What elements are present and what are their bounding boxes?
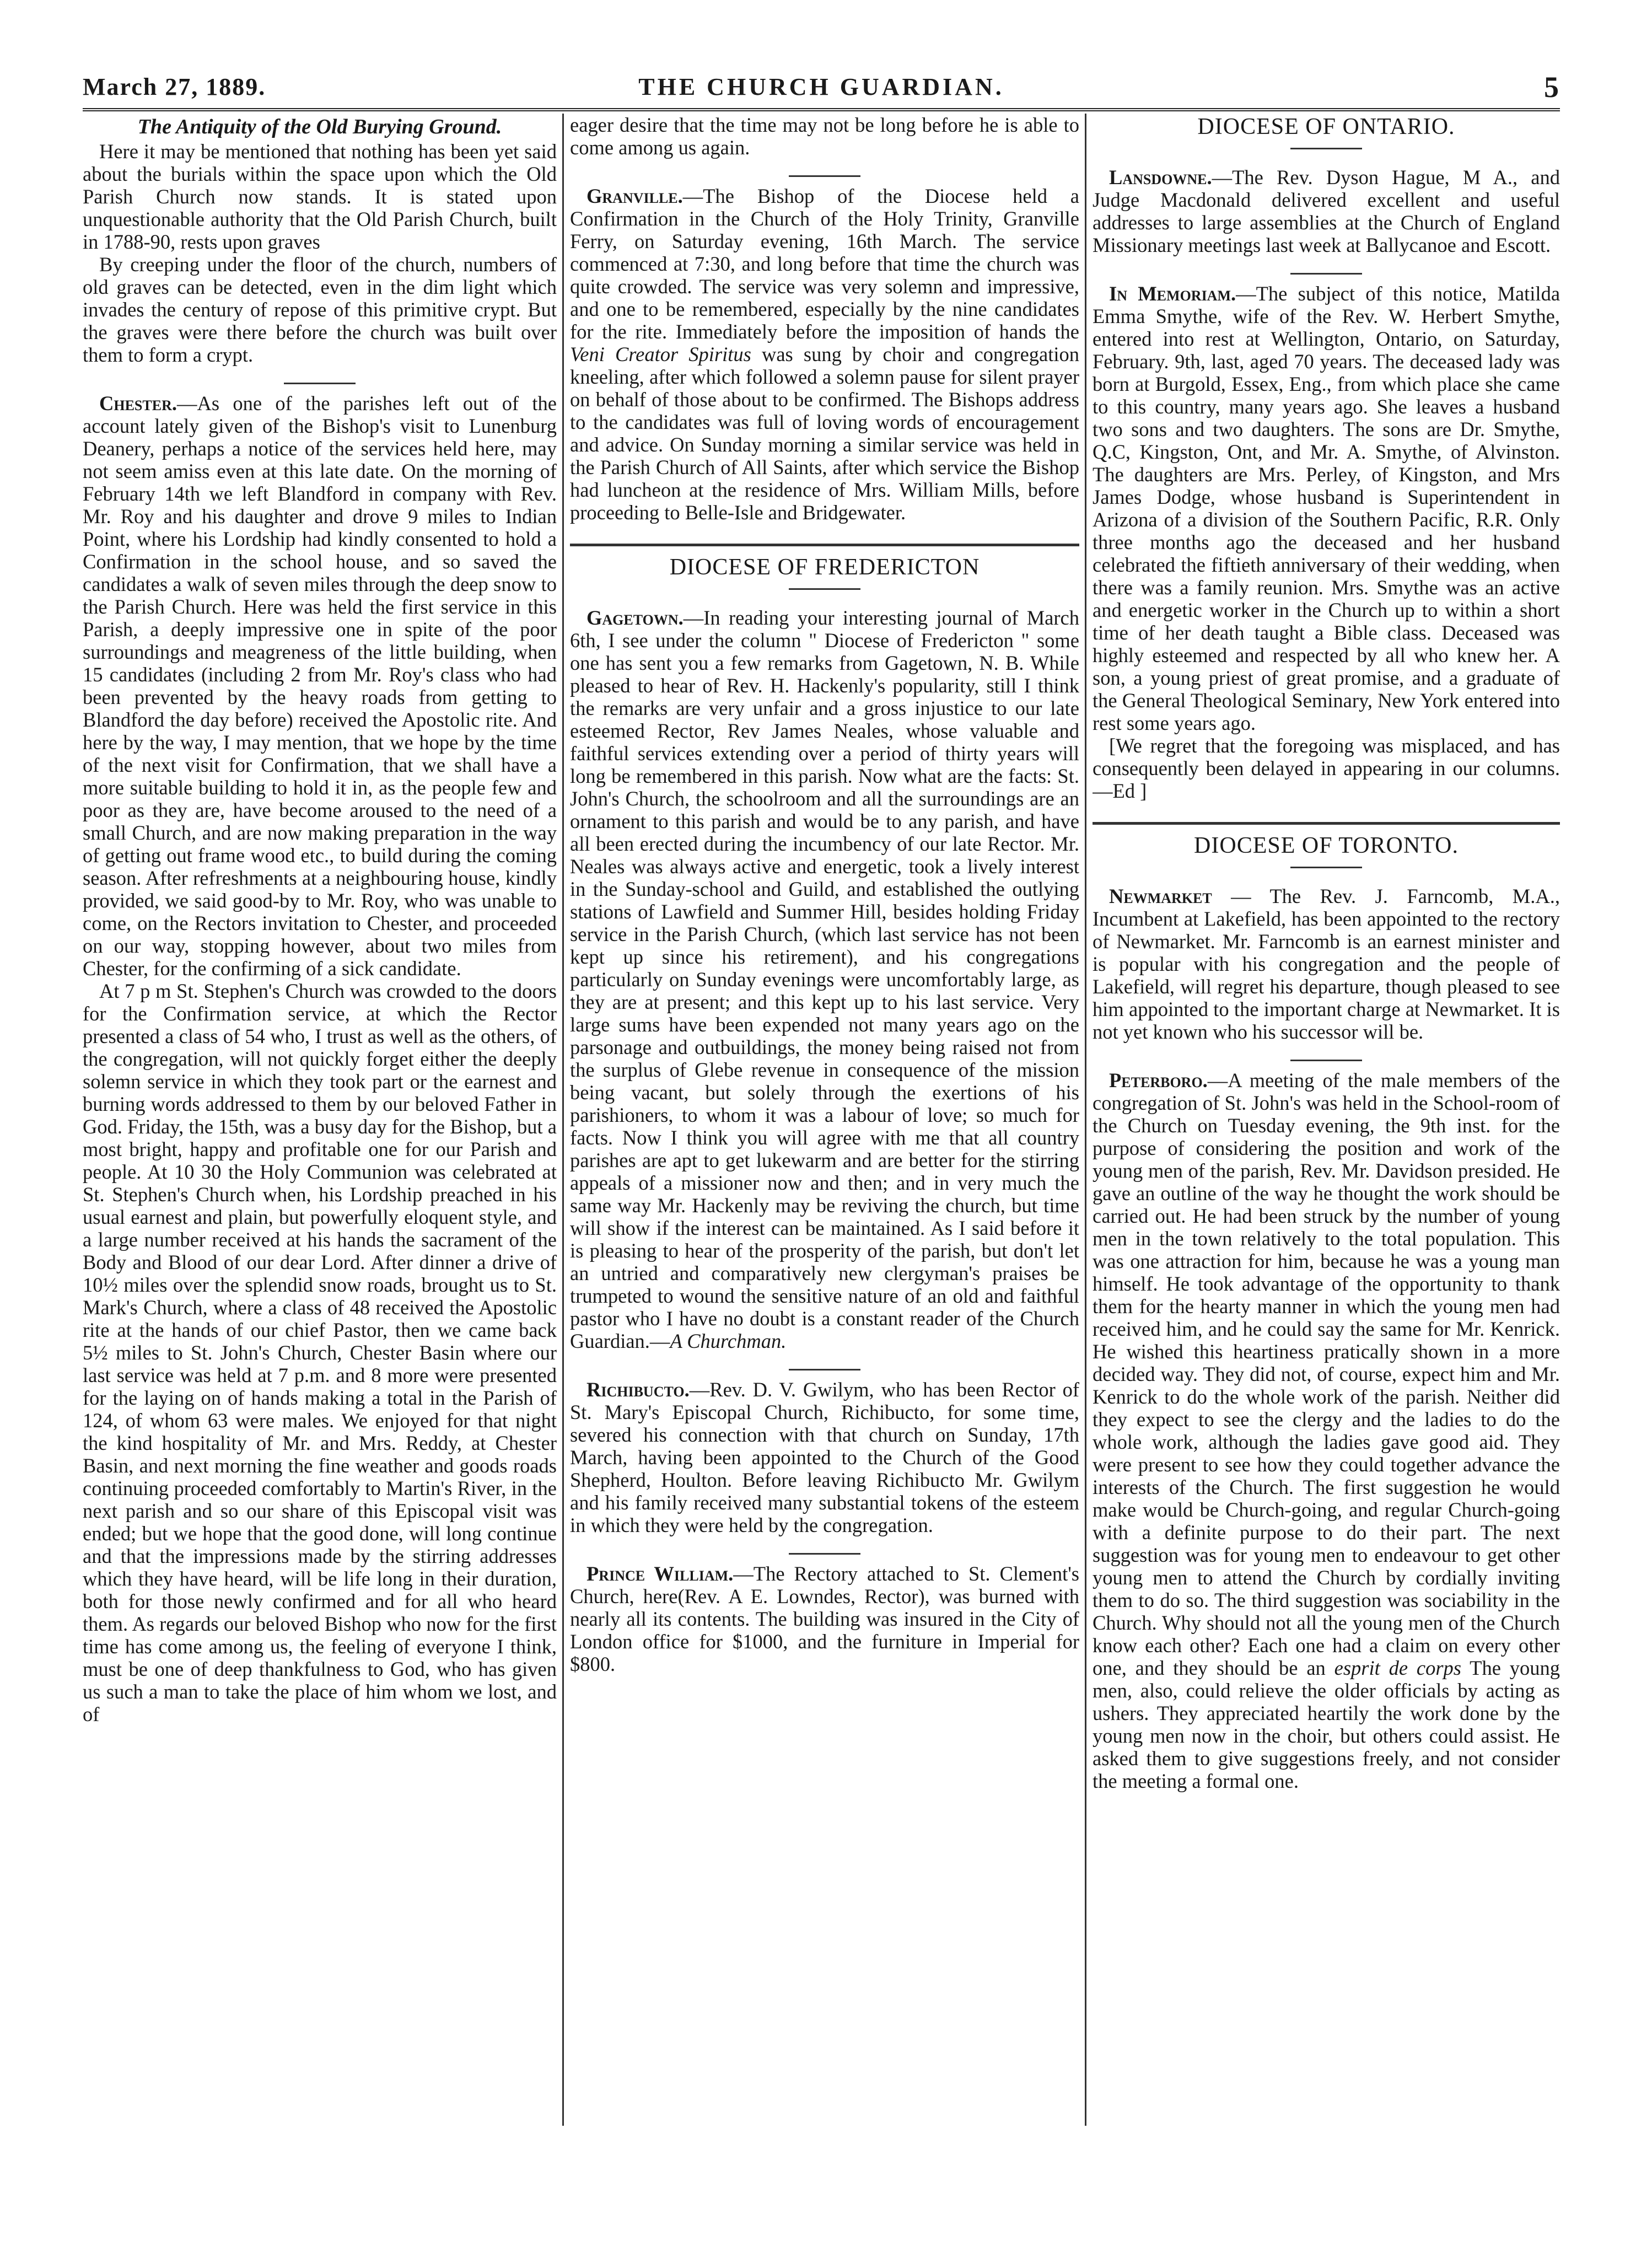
issue-date: March 27, 1889. [83, 73, 266, 100]
hymn-title: Veni Creator Spiritus [570, 343, 751, 366]
article-text: —As one of the parishes left out of the account lately given of the Bishop's visit to Lunenburg Deanery, perhaps a notice of the services held here, may not seem amiss even at this late date. On the morning of February 14th we left Blandford in company with Rev. Mr. Roy and his daughter and drove 9 miles to Indian Point, where his Lordship had kindly consented to hold a Confirmation in the school house, and so saved the candidates a walk of seven miles through the deep snow to the Parish Church. Here was held the first service in this Parish, a deeply impressive one in spite of the poor surroundings and meagreness of the little building, when 15 candidates (including 2 from Mr. Roy's class who had been prevented by the heavy roads from getting to Blandford the day before) received the Apostolic rite. And here by the way, I may mention, that we hope by the time of the next visit for Confirmation, that we shall have a more suitable building to hold it in, as the people few and poor as they are, have become aroused to the need of a small Church, and are now making preparation in the way of getting out frame wood etc., to build during the coming season. After refreshments at a neighbouring house, kindly provided, we said good-by to Mr. Roy, who was unable to come, on the Rectors invitation to Chester, and proceeded on our way, stopping however, about two miles from Chester, for the confirming of a sick candidate. [83, 392, 557, 980]
divider [789, 1553, 860, 1555]
article-lansdowne [1093, 166, 1560, 256]
article-text: —Rev. D. V. Gwilym, who has been Rector of St. Mary's Episcopal Church, Richibucto, for some time, severed his connection with that church on Sunday, 17th March, having been appointed to the Church of the Good Shepherd, Houlton. Before leaving Richibucto Mr. Gwilym and his family received many substantial tokens of the esteem in which they were held by the congregation. [570, 1378, 1079, 1536]
diocese-heading: DIOCESE OF TORONTO. [1194, 833, 1459, 858]
article-lead: Lansdowne. [1109, 166, 1212, 189]
section-rule [570, 544, 1079, 546]
diocese-heading: DIOCESE OF ONTARIO. [1197, 114, 1455, 139]
article-lead: Prince William. [586, 1562, 734, 1585]
newspaper-title: THE CHURCH GUARDIAN. [638, 73, 1004, 100]
paragraph: At 7 p m St. Stephen's Church was crowded to the doors for the Confirmation service, at which the Rector presented a class of 54 who, I trust as well as the others, of the congregation, will not quickly forget either the deeply solemn service in which they took part or the earnest and burning words addressed to them by our beloved Father in God. Friday, the 15th, was a busy day for the Bishop, but a most bright, happy and profitable one for our Parish and people. At 10 30 the Holy Communion was celebrated at St. Stephen's Church when, his Lordship preached in his usual earnest and plain, but powerfully eloquent style, and a large number received at his hands the sacrament of the Body and Blood of our dear Lord. After dinner a drive of 10½ miles over the splendid snow roads, brought us to St. Mark's Church, where a class of 48 received the Apostolic rite at the hands of our chief Pastor, then we came back 5½ miles to St. John's Church, Chester Basin where our last service was held at 7 p.m. and 8 more were presented for the laying on of hands making a total in the Parish of 124, of whom 63 were males. We enjoyed for that night the kind hospitality of Mr. and Mrs. Reddy, at Chester Basin, and next morning the fine weather and goods roads continuing proceeded comfortably to Martin's River, in the next parish and so our share of this Episcopal visit was ended; but we hope that the good done, will long continue and that the impressions made by the stirring addresses which they have heard, will be life long in their duration, both for those newly confirmed and for all who heard them. As regards our beloved Bishop who now for the first time has come among us, the feeling of everyone I think, must be one of deep thankfulness to God, who has given us such a man to take the place of him whom we lost, and of [83, 980, 557, 1726]
article-text: —The subject of this notice, Matilda Emma Smythe, wife of the Rev. W. Herbert Smythe, entered into rest at Wellington, Ontario, on Saturday, February. 9th, last, aged 70 years. The deceased lady was born at Burgold, Essex, Eng., from which place she came to this country, many years ago. She leaves a husband two sons and two daughters. The sons are Dr. Smythe, Q.C, Kingston, Ont, and Mr. A. Smythe, of Alvinston. The daughters are Mrs. Perley, of Kingston, and Mrs James Dodge, whose husband is Superintendent in Arizona of a division of the Southern Pacific, R.R. Only three months ago the deceased and her husband celebrated the fiftieth anniversary of their wedding, when there was a family reunion. Mrs. Smythe was an active and energetic worker in the Church up to within a short time of her death taught a Bible class. Deceased was highly esteemed and respected by all who knew her. A son, a young priest of great promise, and a graduate of the General Theological Seminary, New York entered into rest some years ago. [1093, 282, 1560, 734]
divider [789, 588, 860, 590]
section-rule [1093, 822, 1560, 825]
article-prince-william [570, 1562, 1079, 1675]
article-text: —A meeting of the male members of the congregation of St. John's was held in the School-room of the Church on Tuesday evening, the 9th inst. for the purpose of considering the position and work of the young men of the parish, Rev. Mr. Davidson presided. He gave an outline of the way he thought the work should be carried out. He had been struck by the number of young men in the town relatively to the total population. This was one attraction for him, because he was a young man himself. He took advantage of the opportunity to thank them for the hearty manner in which the young men had received him, and he could say the same for Mr. Kenrick. He wished this heartiness pratically shown in a more decided way. They did not, of course, expect him and Mr. Kenrick to do the whole work of the parish. Neither did they expect to see the clergy and the ladies to do the whole work, although the ladies gave good aid. They were present to see how they could together advance the interests of the Church. The first suggestion he would make would be Church-going, and regular Church-going with a definite purpose to do their part. The next suggestion was for young men to endeavour to get other young men to attend the Church by cordially inviting them to do so. The third suggestion was sociability in the Church. Why should not all the young men of the Church know each other? Each one had a claim on every other one, and they should be an [1093, 1069, 1560, 1679]
editor-note: [We regret that the foregoing was misplaced, and has consequently been delayed in appearing in our columns.—Ed ] [1093, 734, 1560, 802]
article-text: The young men, also, could relieve the older officials by acting as ushers. They appreciated heartily the work done by the young men now in the choir, but others could assist. He asked them to give suggestions freely, and not consider the meeting a formal one. [1093, 1657, 1560, 1792]
paragraph: Here it may be mentioned that nothing has been yet said about the burials within the space upon which the Old Parish Church now stands. It is stated upon unquestionable authority that the Old Parish Church, built in 1788-90, rests upon graves [83, 140, 557, 253]
article-newmarket [1093, 885, 1560, 1043]
article-lead: Peterboro. [1109, 1069, 1208, 1092]
article-signature: A Churchman. [670, 1330, 787, 1352]
column-separator [1085, 114, 1086, 2126]
article-text: was sung by choir and congregation kneeling, after which followed a solemn pause for silent prayer on behalf of those about to be confirmed. The Bishops address to the candidates was full of loving words of encouragement and advice. On Sunday morning a similar service was held in the Parish Church of All Saints, after which service the Bishop had luncheon at the residence of Mrs. William Mills, before proceeding to Belle-Isle and Bridgewater. [570, 343, 1079, 524]
page-header [83, 71, 1560, 104]
column-separator [562, 114, 564, 2126]
article-lead: Gagetown. [586, 606, 684, 629]
article-lead: Newmarket [1109, 885, 1212, 907]
diocese-heading: DIOCESE OF FREDERICTON [669, 555, 980, 580]
divider [789, 1369, 860, 1370]
divider [1290, 1060, 1362, 1061]
divider [1290, 867, 1362, 868]
article-text: —In reading your interesting journal of March 6th, I see under the column " Diocese of Fredericton " some one has sent you a few remarks from Gagetown, N. B. While pleased to hear of Rev. H. Hackenly's popularity, still I think the remarks are very unfair and a gross injustice to our late esteemed Rector, Rev James Neales, whose valuable and faithful services extending over a period of thirty years will long be remembered in this parish. Now what are the facts: St. John's Church, the schoolroom and all the surroundings are an ornament to this parish and would be to any parish, and have all been erected during the incumbency of our late Rector. Mr. Neales was always active and energetic, took a lively interest in the Sunday-school and Guild, and established the outlying stations of Lawfield and Summer Hill, besides holding Friday service in the Parish Church, (which last service has not been kept up since his retirement), and his congregations particularly on Sunday evenings were uncomfortably large, as they are at present; and this kept up to his last service. Very large sums have been expended not many years ago on the parsonage and outbuildings, the money being raised not from the surplus of Glebe revenue in consequence of the mission being vacant, but solely through the exertions of his parishioners, to whom it was a labour of love; so much for facts. Now I think you will agree with me that all country parishes are apt to get lukewarm and are better for the stirring appeals of a missioner now and then; and in very much the same way Mr. Hackenly may be reviving the church, but time will show if the interest can be maintained. As I said before it is pleasing to hear of the prosperity of the parish, but don't let an untried and comparatively new clergyman's praises be trumpeted to wound the sensitive nature of an old and faithful pastor who I have no doubt is a constant reader of the Church Guardian.— [570, 606, 1079, 1352]
article-text: — The Rev. J. Farncomb, M.A., Incumbent at Lakefield, has been appointed to the rectory of Newmarket. Mr. Farncomb is an earnest minister and is popular with his congregation and the people of Lakefield, will regret his departure, though pleased to see him appointed to the important charge at Newmarket. It is not yet known who his successor will be. [1093, 885, 1560, 1043]
article-in-memoriam [1093, 282, 1560, 734]
divider [789, 175, 860, 177]
section-heading: The Antiquity of the Old Burying Ground. [137, 115, 502, 138]
article-lead: Richibucto. [586, 1378, 690, 1401]
article-granville [570, 185, 1079, 524]
article-richibucto [570, 1378, 1079, 1536]
page-number: 5 [1544, 71, 1560, 104]
paragraph: eager desire that the time may not be long before he is able to come among us again. [570, 114, 1079, 159]
article-text: —The Rev. Dyson Hague, M A., and Judge Macdonald delivered excellent and useful addresses to large assemblies at the Church of England Missionary meetings last week at Ballycanoe and Escott. [1093, 166, 1560, 256]
divider [1290, 148, 1362, 149]
article-lead: Granville. [586, 185, 683, 207]
header-rule [83, 108, 1560, 111]
article-lead: In Memoriam. [1109, 282, 1236, 305]
article-text: —The Rectory attached to St. Clement's Church, here(Rev. A E. Lowndes, Rector), was burned with nearly all its contents. The building was insured in the City of London office for $1000, and the furniture in Imperial for $800. [570, 1562, 1079, 1675]
article-gagetown [570, 606, 1079, 1352]
article-peterboro [1093, 1069, 1560, 1792]
paragraph: By creeping under the floor of the church, numbers of old graves can be detected, even in the dim light which invades the century of repose of this primitive crypt. But the graves were there before the church was built over them to form a crypt. [83, 253, 557, 366]
phrase-italic: esprit de corps [1334, 1657, 1461, 1679]
column-left [83, 114, 557, 2125]
article-chester [83, 392, 557, 980]
article-lead: Chester. [99, 392, 177, 415]
article-text: —The Bishop of the Diocese held a Confirmation in the Church of the Holy Trinity, Granville Ferry, on Saturday evening, 16th March. The service commenced at 7:30, and long before that time the church was quite crowded. The service was very solemn and impressive, and one to be remembered, especially by the nine candidates for the rite. Immediately before the imposition of hands the [570, 185, 1079, 343]
divider [284, 383, 356, 384]
column-right [1093, 114, 1560, 2125]
column-middle [570, 114, 1079, 2125]
divider [1290, 273, 1362, 275]
